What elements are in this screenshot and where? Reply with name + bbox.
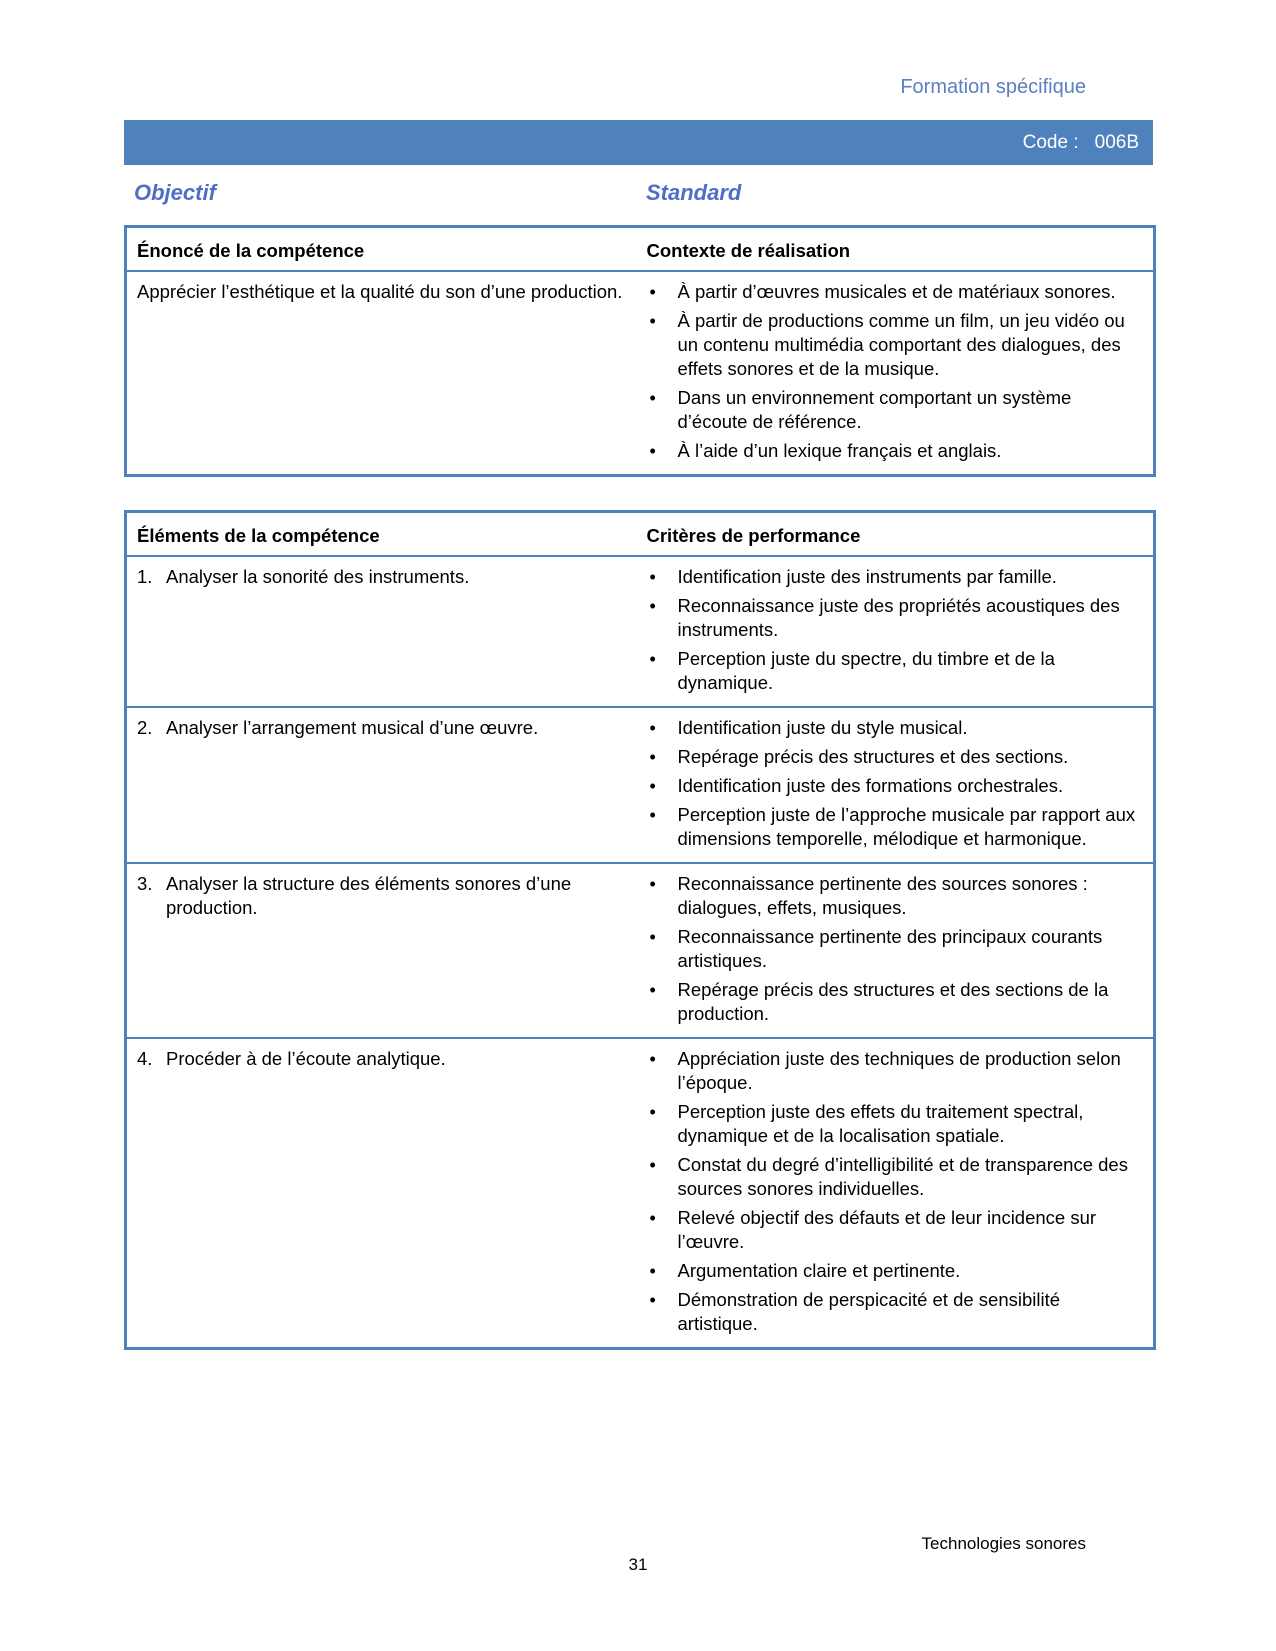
code-value: 006B xyxy=(1094,131,1139,153)
list-item: • Reconnaissance juste des propriétés acoustiques des instruments. xyxy=(647,594,1144,642)
context-list xyxy=(647,280,1144,463)
heading-standard: Standard xyxy=(646,180,742,205)
table-row xyxy=(126,556,1155,707)
element-item xyxy=(137,716,627,740)
element-text: Analyser l’arrangement musical d’une œuvre. xyxy=(166,717,539,738)
table-row xyxy=(126,271,1155,476)
list-item: • Perception juste du spectre, du timbre et de la dynamique. xyxy=(647,647,1144,695)
list-item: • Identification juste des instruments par famille. xyxy=(647,565,1144,589)
element-number: 1. xyxy=(137,566,153,587)
element-number: 4. xyxy=(137,1048,153,1069)
footer-program: Technologies sonores xyxy=(921,1534,1086,1553)
list-item: • Appréciation juste des techniques de production selon l’époque. xyxy=(647,1047,1144,1095)
competence-table xyxy=(124,225,1156,477)
table-row xyxy=(126,707,1155,863)
elements-header: Éléments de la compétence xyxy=(126,512,637,557)
context-header: Contexte de réalisation xyxy=(637,227,1155,272)
list-item: • Argumentation claire et pertinente. xyxy=(647,1259,1144,1283)
element-item xyxy=(137,1047,627,1071)
list-item: • Perception juste des effets du traitement spectral, dynamique et de la localisation spatiale. xyxy=(647,1100,1144,1148)
criteria-header: Critères de performance xyxy=(637,512,1155,557)
list-item: • À partir d’œuvres musicales et de matériaux sonores. xyxy=(647,280,1144,304)
list-item: • Perception juste de l’approche musicale par rapport aux dimensions temporelle, mélodique et harmonique. xyxy=(647,803,1144,851)
criteria-list xyxy=(647,565,1144,695)
element-item xyxy=(137,872,627,920)
list-item: • Repérage précis des structures et des sections de la production. xyxy=(647,978,1144,1026)
list-item: • Constat du degré d’intelligibilité et de transparence des sources sonores individuelles. xyxy=(647,1153,1144,1201)
section-headings xyxy=(134,180,1144,210)
list-item: • Identification juste des formations orchestrales. xyxy=(647,774,1144,798)
list-item: • À partir de productions comme un film, un jeu vidéo ou un contenu multimédia comportant des dialogues, des effets sonores et de la musique. xyxy=(647,309,1144,381)
element-text: Procéder à de l’écoute analytique. xyxy=(166,1048,446,1069)
element-item xyxy=(137,565,627,589)
element-number: 2. xyxy=(137,717,153,738)
competence-statement-header: Énoncé de la compétence xyxy=(126,227,637,272)
competence-statement: Apprécier l’esthétique et la qualité du son d’une production. xyxy=(137,281,623,302)
element-number: 3. xyxy=(137,873,153,894)
list-item: • Reconnaissance pertinente des sources sonores : dialogues, effets, musiques. xyxy=(647,872,1144,920)
code-bar xyxy=(124,120,1153,165)
list-item: • Dans un environnement comportant un système d’écoute de référence. xyxy=(647,386,1144,434)
code-label: Code : xyxy=(1022,131,1079,153)
list-item: • Identification juste du style musical. xyxy=(647,716,1144,740)
program-section-label: Formation spécifique xyxy=(900,76,1086,98)
criteria-list xyxy=(647,716,1144,851)
criteria-list xyxy=(647,1047,1144,1336)
heading-objectif: Objectif xyxy=(134,180,216,205)
list-item: • Démonstration de perspicacité et de sensibilité artistique. xyxy=(647,1288,1144,1336)
list-item: • Reconnaissance pertinente des principaux courants artistiques. xyxy=(647,925,1144,973)
element-text: Analyser la structure des éléments sonores d’une production. xyxy=(166,873,572,918)
table-row xyxy=(126,863,1155,1038)
table-row xyxy=(126,1038,1155,1349)
element-text: Analyser la sonorité des instruments. xyxy=(166,566,470,587)
elements-table xyxy=(124,510,1156,1350)
criteria-list xyxy=(647,872,1144,1026)
list-item: • À l’aide d’un lexique français et anglais. xyxy=(647,439,1144,463)
list-item: • Repérage précis des structures et des sections. xyxy=(647,745,1144,769)
list-item: • Relevé objectif des défauts et de leur incidence sur l’œuvre. xyxy=(647,1206,1144,1254)
page-number: 31 xyxy=(628,1555,648,1574)
